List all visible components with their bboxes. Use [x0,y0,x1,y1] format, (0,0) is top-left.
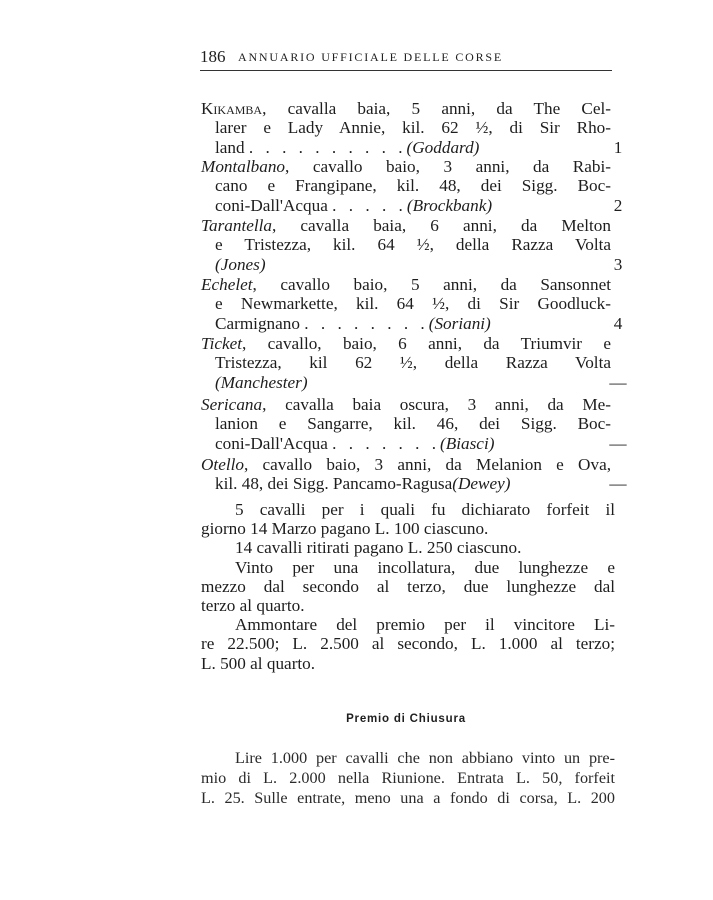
finish-place: 3 [613,255,623,274]
entry-line-3: land [215,137,245,157]
finish-place: 1 [613,138,623,157]
race-entry-sericana [201,395,611,453]
entry-line-1: , cavallo baio, 5 anni, da Sansonnet [252,275,611,294]
entry-line-1: , cavalla baia, 6 anni, da Melton [272,216,611,235]
finish-place: — [609,434,627,453]
entry-line-1: , cavalla baia oscura, 3 anni, da Me- [262,395,611,414]
entry-line-1: , cavallo, baio, 6 anni, da Triumvir e [242,334,611,353]
finish-place: — [609,373,627,392]
race-entry-tarantella [201,216,611,274]
leader-dots: . . . . . . . [332,433,441,453]
page-header [200,44,612,71]
jockey-name: (Brockbank) [406,195,493,215]
horse-name: Tarantella [201,216,272,235]
horse-name: Otello [201,455,244,474]
entry-line-2: larer e Lady Annie, kil. 62 ½, di Sir Rho- [215,118,611,138]
entry-line-2: Tristezza, kil 62 ½, della Razza Volta [215,353,611,373]
note-line: re 22.500; L. 2.500 al secondo, L. 1.000 al terzo; [201,634,615,654]
conditions-line: L. 25. Sulle entrate, meno una a fondo di corsa, L. 200 [201,789,615,808]
jockey-name: (Jones) [215,254,266,274]
note-line: 5 cavalli per i quali fu dichiarato forfeit il [235,500,615,519]
note-line: terzo al quarto. [201,595,305,615]
finish-place: — [609,474,627,493]
entry-line-1: , cavallo baio, 3 anni, da Melanion e Ova, [243,455,611,474]
horse-name: Sericana [201,395,263,414]
section-heading: Premio di Chiusura [346,713,466,725]
race-entry-montalbano [201,157,611,215]
jockey-name: (Goddard) [406,137,480,157]
horse-name: Echelet [201,275,253,294]
finish-place: 2 [613,196,623,215]
entry-line-1: , cavallo baio, 3 anni, da Rabi- [285,157,611,176]
horse-name: Kikamba [201,99,263,118]
race-notes [201,500,615,673]
race-entry-otello [201,455,611,494]
race-entry-kikamba [201,99,611,157]
entry-line-3: kil. 48, dei Sigg. Pancamo-Ragusa [215,474,453,494]
entry-line-2: lanion e Sangarre, kil. 46, dei Sigg. Boc- [215,414,611,434]
entry-line-3: coni-Dall'Acqua [215,433,328,453]
jockey-name: (Dewey) [452,474,511,494]
note-line: mezzo dal secondo al terzo, due lunghezze dal [201,576,615,596]
running-title: ANNUARIO UFFICIALE DELLE CORSE [238,50,503,64]
race-entry-ticket [201,334,611,392]
conditions-line: Lire 1.000 per cavalli che non abbiano vinto un pre- [235,749,615,767]
entry-line-2: e Tristezza, kil. 64 ½, della Razza Volta [215,235,611,255]
leader-dots: . . . . . . . . [304,313,429,333]
note-line: Ammontare del premio per il vincitore Li- [235,615,615,635]
leader-dots: . . . . . [332,195,407,215]
entry-line-3: coni-Dall'Acqua [215,195,328,215]
horse-name: Ticket [201,334,243,353]
race-entry-echelet [201,275,611,333]
note-line: giorno 14 Marzo pagano L. 100 ciascuno. [201,519,489,539]
entry-line-2: e Newmarkette, kil. 64 ½, di Sir Goodluck- [215,294,611,314]
jockey-name: (Soriani) [428,313,491,333]
race-conditions [201,748,615,809]
page-number: 186 [200,47,226,66]
entry-line-2: cano e Frangipane, kil. 48, dei Sigg. Boc- [215,176,611,196]
jockey-name: (Biasci) [440,433,495,453]
finish-place: 4 [613,314,623,333]
horse-name: Montalbano [201,157,286,176]
note-line: Vinto per una incollatura, due lunghezze e [235,557,615,577]
entry-line-1: , cavalla baia, 5 anni, da The Cel- [262,99,611,118]
leader-dots: . . . . . . . . . . [248,137,407,157]
conditions-line: mio di L. 2.000 nella Riunione. Entrata L. 50, forfeit [201,769,615,788]
note-line: L. 500 al quarto. [201,653,316,673]
jockey-name: (Manchester) [215,372,308,392]
entry-line-3: Carmignano [215,313,300,333]
note-line: 14 cavalli ritirati pagano L. 250 ciascuno. [235,538,522,558]
